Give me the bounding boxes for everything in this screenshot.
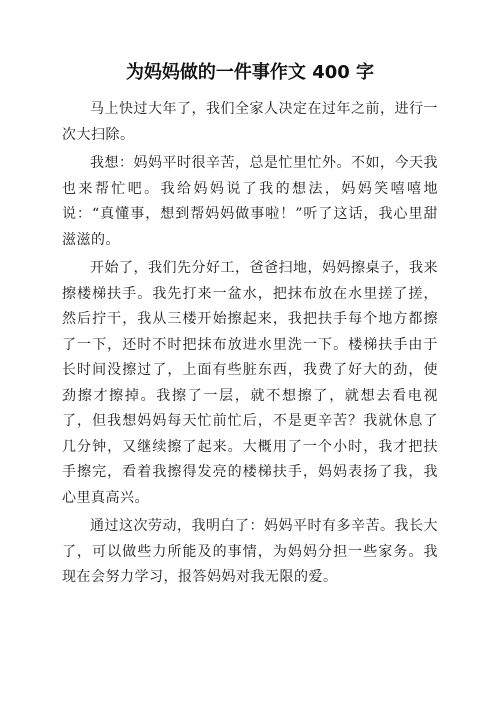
document-title: 为妈妈做的一件事作文 400 字 (125, 62, 375, 83)
paragraph-2: 我想：妈妈平时很辛苦，总是忙里忙外。不如，今天我也来帮忙吧。我给妈妈说了我的想法，妈妈笑嘻嘻地说：“真懂事，想到帮妈妈做事啦！”听了这话，我心里甜滋滋的。 (62, 155, 438, 248)
paragraph-1: 马上快过大年了，我们全家人决定在过年之前，进行一次大扫除。 (62, 101, 438, 143)
paragraph-4: 通过这次劳动，我明白了：妈妈平时有多辛苦。我长大了，可以做些力所能及的事情，为妈妈分担一些家务。我现在会努力学习，报答妈妈对我无限的爱。 (62, 518, 438, 585)
paragraph-3: 开始了，我们先分好工，爸爸扫地，妈妈擦桌子，我来擦楼梯扶手。我先打来一盆水，把抹布放在水里搓了搓，然后拧干，我从三楼开始擦起来，我把扶手每个地方都擦了一下，还时不时把抹布放进水里洗一下。楼梯扶手由于长时间没擦过了，上面有些脏东西，我费了好大的劲，使劲擦才擦掉。我擦了一层，就不想擦了，就想去看电视了，但我想妈妈每天忙前忙后，不是更辛苦？我就休息了几分钟，又继续擦了起来。大概用了一个小时，我才把扶手擦完，看着我擦得发亮的楼梯扶手，妈妈表扬了我，我心里真高兴。 (62, 260, 438, 506)
